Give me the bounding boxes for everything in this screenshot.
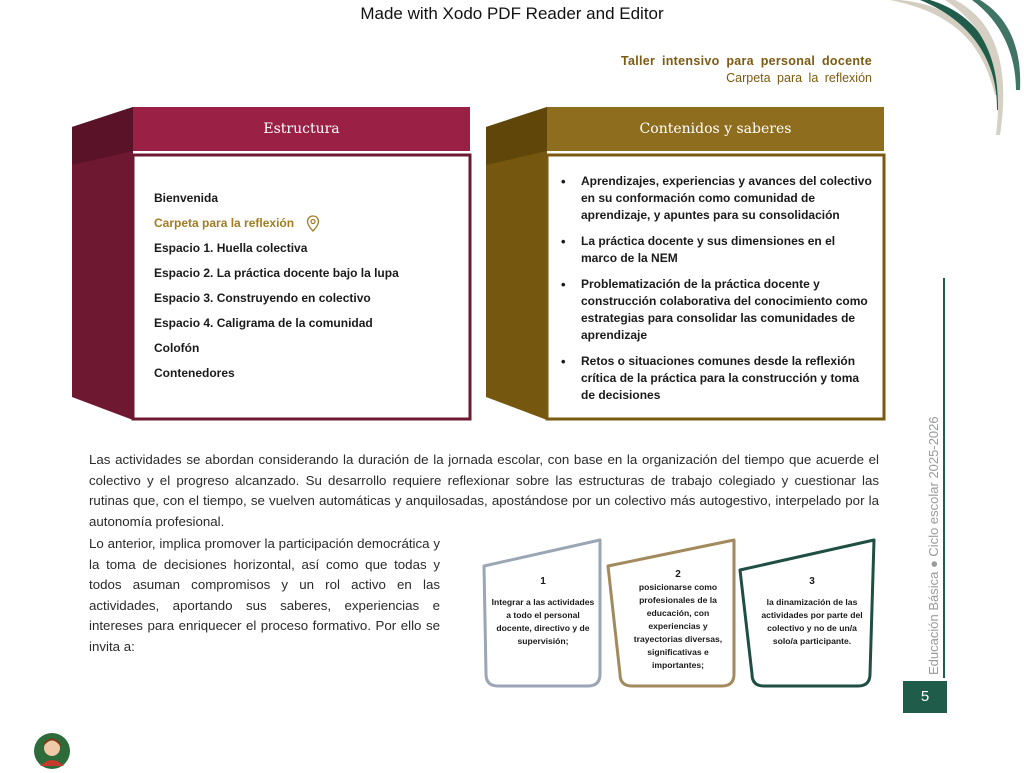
contenidos-item: • Problematización de la práctica docente y construcción colaborativa del conocimiento como estrategias para consolidar las comunidades de aprendizaje [555,276,873,344]
contenidos-item: • Retos o situaciones comunes desde la reflexión crítica de la práctica para la construcción y toma de decisiones [555,353,873,404]
contenidos-list [555,173,873,413]
document-subtitle: Carpeta para la reflexión [726,71,872,85]
estructura-item[interactable]: Espacio 1. Huella colectiva [154,241,308,255]
cup-1: 1 Integrar a las actividades a todo el personal docente, directivo y de supervisión; [491,576,595,646]
contenidos-item: • Aprendizajes, experiencias y avances del colectivo en su conformación como comunidad de aprendizaje, y apuntes para su consolidación [555,173,873,224]
estructura-item[interactable]: Espacio 3. Construyendo en colectivo [154,291,371,305]
cup-3: 3 la dinamización de las actividades por parte del colectivo y no de un/a solo/a participante. [761,576,863,646]
paragraph-intro: Las actividades se abordan considerando la duración de la jornada escolar, con base en la organización del tiempo que acuerde el colectivo y el progreso alcanzado. Su desarrollo requiere reflexionar sobre las estructuras de trabajo colegiado y cuestionar las rutinas que, con el tiempo, se vuelven automáticas y anquilosadas, apostándose por un colectivo más autogestivo, interpelado por la autonomía profesional. [89,452,879,529]
page-number: 5 [903,681,947,713]
estructura-item-active[interactable]: Carpeta para la reflexión [154,211,399,236]
estructura-item[interactable]: Colofón [154,341,200,355]
document-title: Taller intensivo para personal docente [620,54,872,68]
estructura-item[interactable]: Bienvenida [154,191,219,205]
estructura-item[interactable]: Contenedores [154,366,235,380]
contenidos-item: • La práctica docente y sus dimensiones en el marco de la NEM [555,233,873,267]
estructura-item[interactable]: Espacio 2. La práctica docente bajo la lupa [154,266,399,280]
paragraph-invite: Lo anterior, implica promover la participación democrática y la toma de decisiones horizontal, así como que todas y todos asuman compromisos y un rol activo en las actividades, aportando sus saberes, experiencias e intereses para enriquecer el proceso formativo. Por ello se invita a: [89,536,440,654]
estructura-title: Estructura [263,121,340,137]
side-label [918,345,948,675]
avatar [33,732,71,770]
estructura-item[interactable]: Espacio 4. Caligrama de la comunidad [154,316,373,330]
contenidos-title: Contenidos y saberes [639,121,792,137]
corner-decoration [870,0,1024,140]
watermark-text: Made with Xodo PDF Reader and Editor [360,4,664,23]
estructura-list [154,186,399,386]
cup-2: 2 posicionarse como profesionales de la educación, con experiencias y trayectorias diversas, significativas e importantes; [633,569,723,670]
svg-text:Educación Básica ● Ciclo esc: Educación Básica ● Ciclo escolar 2025-2026 [926,416,941,675]
location-pin-icon [306,215,320,232]
